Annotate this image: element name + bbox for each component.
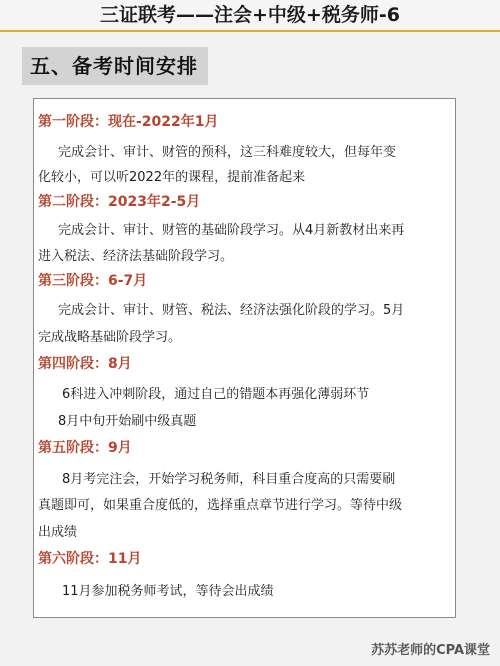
banner-title: 三证联考——注会+中级+税务师-6 [100,4,400,26]
stage-1-line-2: 化较小，可以听2022年的课程，提前准备起来 [38,170,306,185]
stage-2-title: 第二阶段：2023年2-5月 [38,194,201,210]
stage-2-line-2: 进入税法、经济法基础阶段学习。 [38,249,234,264]
stage-5-line-1: 8月考完注会，开始学习税务师，科目重合度高的只需要刷 [62,472,396,487]
stage-4-line-1: 6科进入冲刺阶段，通过自己的错题本再强化薄弱环节 [62,387,370,402]
stage-4-line-2: 8月中旬开始刷中级真题 [58,414,197,429]
stage-5-line-2: 真题即可，如果重合度低的，选择重点章节进行学习。等待中级 [38,498,403,513]
stage-6-title: 第六阶段：11月 [38,551,142,567]
watermark-text: 苏苏老师的CPA课堂 [371,643,490,658]
stage-2-line-1: 完成会计、审计、财管的基础阶段学习。从4月新教材出来再 [58,223,405,238]
section-heading: 五、备考时间安排 [22,47,208,85]
stage-1-title: 第一阶段：现在-2022年1月 [38,114,219,130]
stage-5-line-3: 出成绩 [38,525,78,540]
stage-3-line-2: 完成战略基础阶段学习。 [38,330,182,345]
stage-1-line-1: 完成会计、审计、财管的预科，这三科难度较大，但每年变 [58,145,397,160]
page-banner [0,0,500,32]
stage-3-title: 第三阶段：6-7月 [38,273,148,289]
stage-5-title: 第五阶段：9月 [38,440,132,456]
stage-4-title: 第四阶段：8月 [38,356,132,372]
stage-6-line-1: 11月参加税务师考试，等待会出成绩 [62,584,274,599]
stage-3-line-1: 完成会计、审计、财管、税法、经济法强化阶段的学习。5月 [58,303,405,318]
